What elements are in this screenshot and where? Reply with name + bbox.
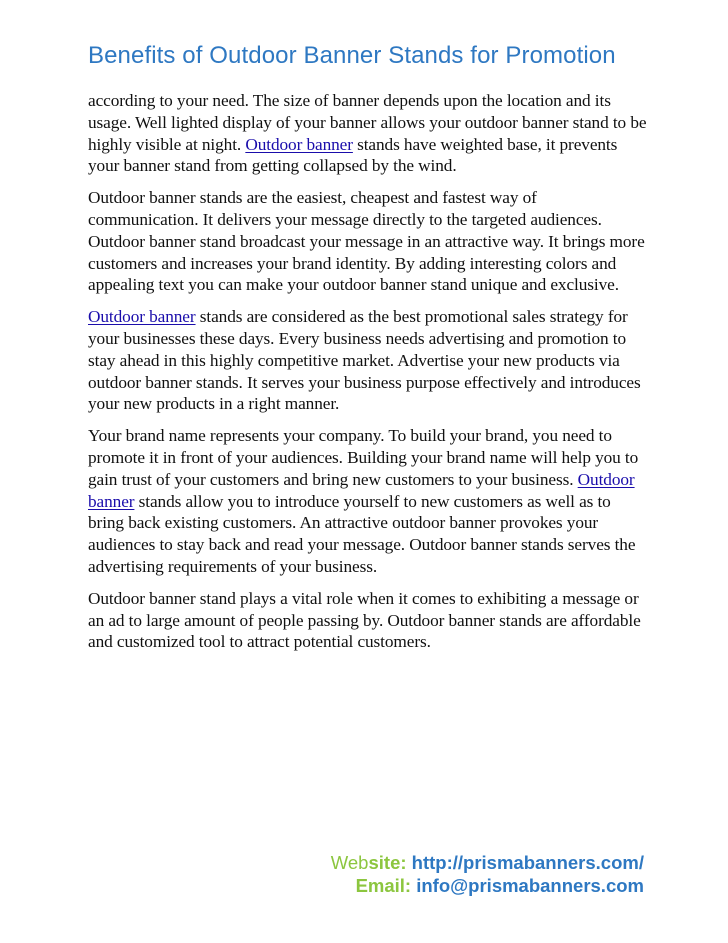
paragraph-text: according to your need. The size of banner depends upon the location and its usage. Well lighted display of your banner allows your outdoor banner stand to be highly visible at night. bbox=[88, 91, 647, 154]
paragraph-text: Your brand name represents your company. To build your brand, you need to promote it in front of your audiences. Building your brand name will help you to gain trust of your customers and bring new customers to your business. bbox=[88, 426, 639, 489]
paragraph-text: stands are considered as the best promotional sales strategy for your businesses these days. Every business needs advertising and promotion to stay ahead in this highly competitive market. Advertise your new products via outdoor banner stands. It serves your business purpose effectively and introduces your new products in a right manner. bbox=[88, 307, 641, 414]
paragraph-4 bbox=[88, 425, 648, 578]
document-page bbox=[88, 38, 648, 663]
outdoor-banner-link[interactable]: Outdoor banner bbox=[245, 134, 353, 154]
paragraph-text: stands have weighted base, it prevents your banner stand from getting collapsed by the wind. bbox=[88, 134, 618, 176]
paragraph-2: Outdoor banner stands are the easiest, cheapest and fastest way of communication. It delivers your message directly to the targeted audiences. Outdoor banner stand broadcast your message in an attractive way. It brings more customers and increases your brand identity. By adding interesting colors and appealing text you can make your outdoor banner stand unique and exclusive. bbox=[88, 188, 645, 295]
email-label: Email: bbox=[355, 875, 412, 896]
website-prefix: Web bbox=[330, 852, 369, 873]
outdoor-banner-link[interactable]: Outdoor banner bbox=[88, 469, 635, 511]
paragraph-5: Outdoor banner stand plays a vital role when it comes to exhibiting a message or an ad to large amount of people passing by. Outdoor banner stands are affordable and customized tool to attract potential customers. bbox=[88, 588, 641, 652]
outdoor-banner-link[interactable]: Outdoor banner bbox=[88, 307, 196, 327]
paragraph-text: stands allow you to introduce yourself to new customers as well as to bring back existing customers. An attractive outdoor banner provokes your audiences to stay back and read your message. Outdoor banner stands serves the advertising requirements of your business. bbox=[88, 491, 636, 576]
email-line bbox=[331, 874, 644, 897]
email-address[interactable]: info@prismabanners.com bbox=[416, 875, 644, 896]
website-line bbox=[331, 851, 644, 874]
page-title: Benefits of Outdoor Banner Stands for Promotion bbox=[88, 42, 616, 69]
website-url[interactable]: http://prismabanners.com/ bbox=[411, 852, 644, 873]
contact-footer bbox=[331, 851, 644, 897]
paragraph-3 bbox=[88, 306, 648, 415]
paragraph-1 bbox=[88, 90, 648, 177]
website-label: site: bbox=[368, 852, 407, 873]
